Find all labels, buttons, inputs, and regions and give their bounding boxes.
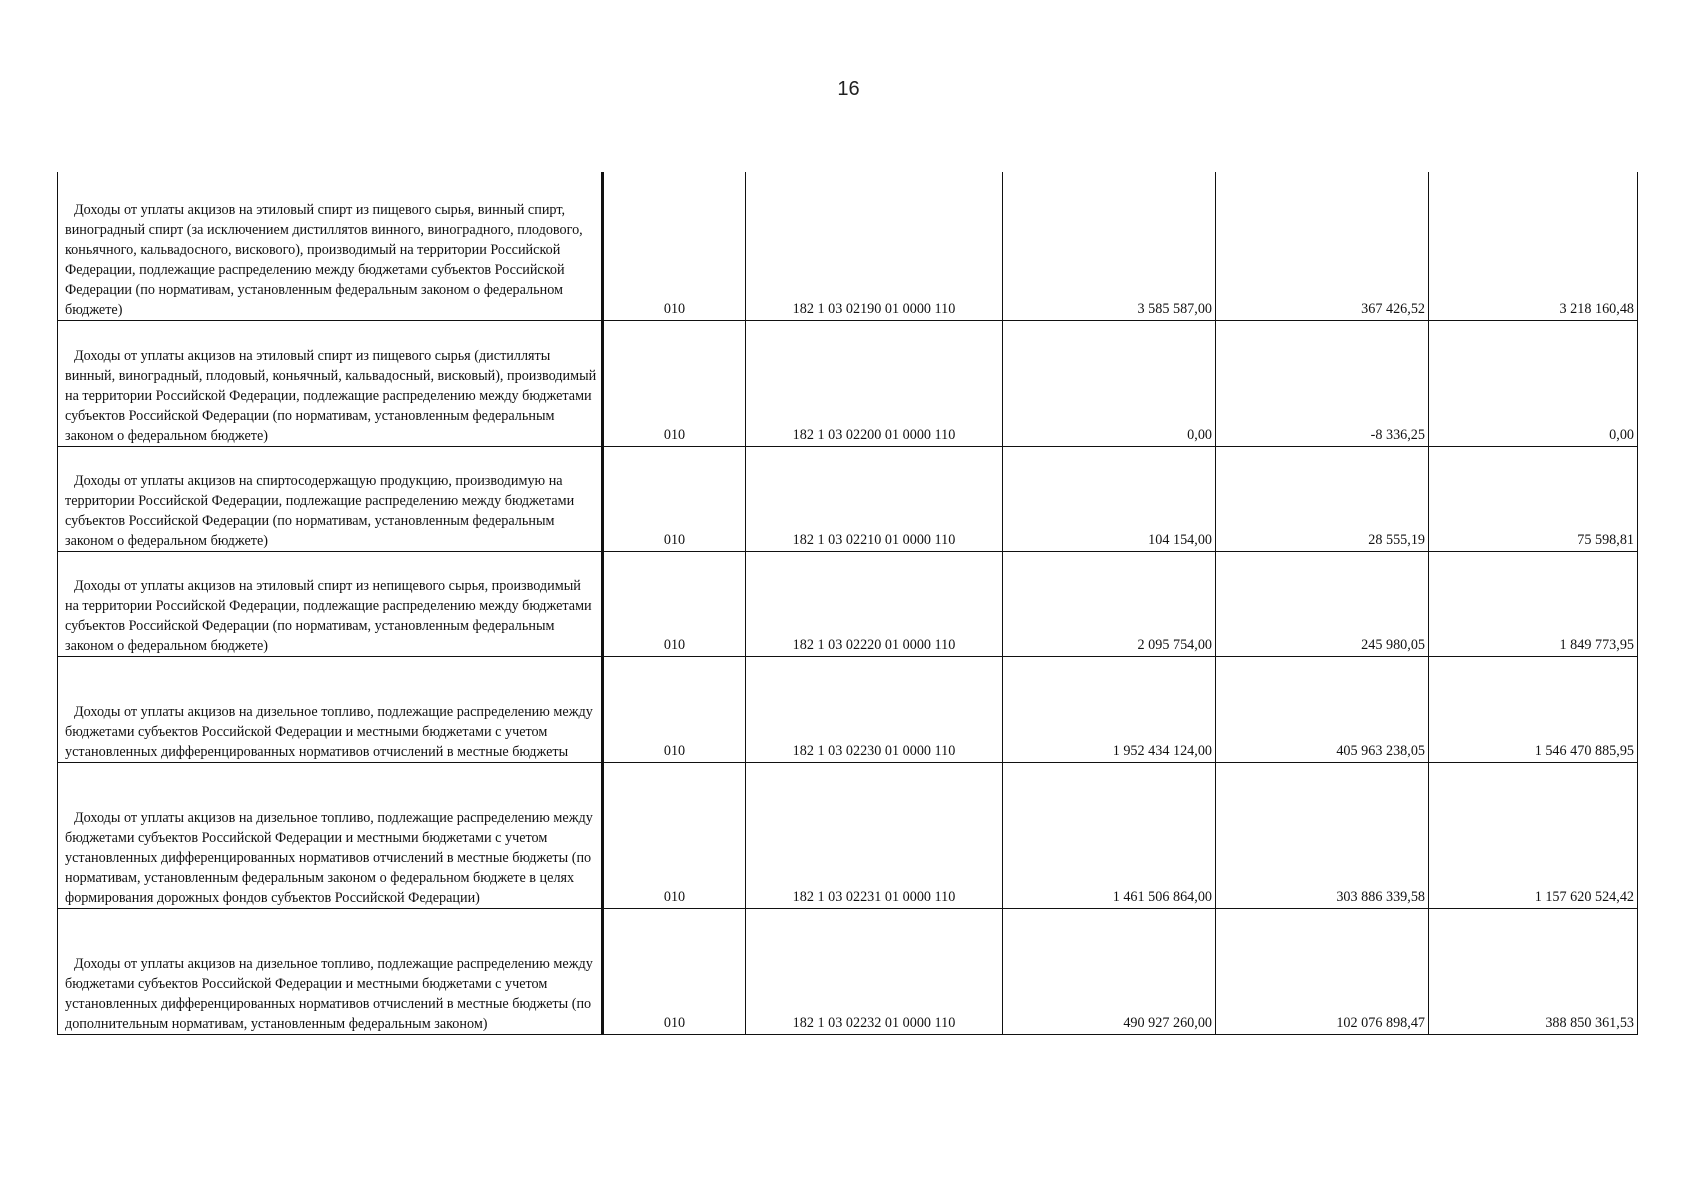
line-code-cell: 010 [603,446,746,551]
unexecuted-amount-cell: 1 157 620 524,42 [1429,762,1638,908]
unexecuted-amount-cell: 0,00 [1429,320,1638,446]
budget-code-cell: 182 1 03 02231 01 0000 110 [746,762,1003,908]
revenue-name-cell [58,446,603,551]
approved-amount-cell: 2 095 754,00 [1003,551,1216,656]
approved-amount-cell: 1 461 506 864,00 [1003,762,1216,908]
table-row [58,446,1638,551]
revenue-table [57,172,1638,1035]
revenue-name-cell [58,320,603,446]
approved-amount-cell: 3 585 587,00 [1003,172,1216,320]
line-code-cell: 010 [603,551,746,656]
revenue-name: Доходы от уплаты акцизов на дизельное топливо, подлежащие распределению между бюджетами субъектов Российской Федерации и местными бюджетами с учетом установленных дифференцированных нормативов отчислений в местные бюджеты (по нормативам, установленным федеральным законом о федеральном бюджете в целях формирования дорожных фондов субъектов Российской Федерации) [65,809,593,906]
line-code-cell: 010 [603,320,746,446]
executed-amount-cell: 405 963 238,05 [1216,656,1429,762]
revenue-name: Доходы от уплаты акцизов на этиловый спирт из пищевого сырья, винный спирт, виноградный спирт (за исключением дистиллятов винного, виноградного, плодового, коньячного, кальвадосного, вискового), производимый на территории Российской Федерации, подлежащие распределению между бюджетами субъектов Российской Федерации (по нормативам, установленным федеральным законом о федеральном бюджете) [65,201,583,318]
revenue-name: Доходы от уплаты акцизов на этиловый спирт из пищевого сырья (дистилляты винный, виноградный, плодовый, коньячный, кальвадосный, висковый), производимый на территории Российской Федерации, подлежащие распределению между бюджетами субъектов Российской Федерации (по нормативам, установленным федеральным законом о федеральном бюджете) [65,347,597,444]
budget-code-cell: 182 1 03 02230 01 0000 110 [746,656,1003,762]
line-code-cell: 010 [603,172,746,320]
table-row [58,762,1638,908]
table-row [58,320,1638,446]
line-code-cell: 010 [603,656,746,762]
budget-code-cell: 182 1 03 02190 01 0000 110 [746,172,1003,320]
revenue-name-cell [58,908,603,1034]
executed-amount-cell: 367 426,52 [1216,172,1429,320]
unexecuted-amount-cell: 388 850 361,53 [1429,908,1638,1034]
budget-code-cell: 182 1 03 02210 01 0000 110 [746,446,1003,551]
revenue-name-cell [58,172,603,320]
line-code-cell: 010 [603,908,746,1034]
page-number: 16 [837,78,860,100]
revenue-name-cell [58,551,603,656]
revenue-name: Доходы от уплаты акцизов на дизельное топливо, подлежащие распределению между бюджетами субъектов Российской Федерации и местными бюджетами с учетом установленных дифференцированных нормативов отчислений в местные бюджеты (по дополнительным нормативам, установленным федеральным законом) [65,955,593,1032]
table-row [58,908,1638,1034]
executed-amount-cell: 245 980,05 [1216,551,1429,656]
approved-amount-cell: 0,00 [1003,320,1216,446]
approved-amount-cell: 1 952 434 124,00 [1003,656,1216,762]
executed-amount-cell: 303 886 339,58 [1216,762,1429,908]
table-row [58,656,1638,762]
unexecuted-amount-cell: 1 546 470 885,95 [1429,656,1638,762]
approved-amount-cell: 490 927 260,00 [1003,908,1216,1034]
revenue-name-cell [58,762,603,908]
executed-amount-cell: -8 336,25 [1216,320,1429,446]
unexecuted-amount-cell: 3 218 160,48 [1429,172,1638,320]
executed-amount-cell: 102 076 898,47 [1216,908,1429,1034]
budget-code-cell: 182 1 03 02220 01 0000 110 [746,551,1003,656]
unexecuted-amount-cell: 1 849 773,95 [1429,551,1638,656]
line-code-cell: 010 [603,762,746,908]
table-row [58,551,1638,656]
revenue-name: Доходы от уплаты акцизов на этиловый спирт из непищевого сырья, производимый на территории Российской Федерации, подлежащие распределению между бюджетами субъектов Российской Федерации (по нормативам, установленным федеральным законом о федеральном бюджете) [65,577,592,654]
budget-code-cell: 182 1 03 02232 01 0000 110 [746,908,1003,1034]
budget-code-cell: 182 1 03 02200 01 0000 110 [746,320,1003,446]
revenue-name: Доходы от уплаты акцизов на дизельное топливо, подлежащие распределению между бюджетами субъектов Российской Федерации и местными бюджетами с учетом установленных дифференцированных нормативов отчислений в местные бюджеты [65,703,593,760]
revenue-name: Доходы от уплаты акцизов на спиртосодержащую продукцию, производимую на территории Российской Федерации, подлежащие распределению между бюджетами субъектов Российской Федерации (по нормативам, установленным федеральным законом о федеральном бюджете) [65,472,575,549]
approved-amount-cell: 104 154,00 [1003,446,1216,551]
executed-amount-cell: 28 555,19 [1216,446,1429,551]
revenue-name-cell [58,656,603,762]
table-row [58,172,1638,320]
unexecuted-amount-cell: 75 598,81 [1429,446,1638,551]
